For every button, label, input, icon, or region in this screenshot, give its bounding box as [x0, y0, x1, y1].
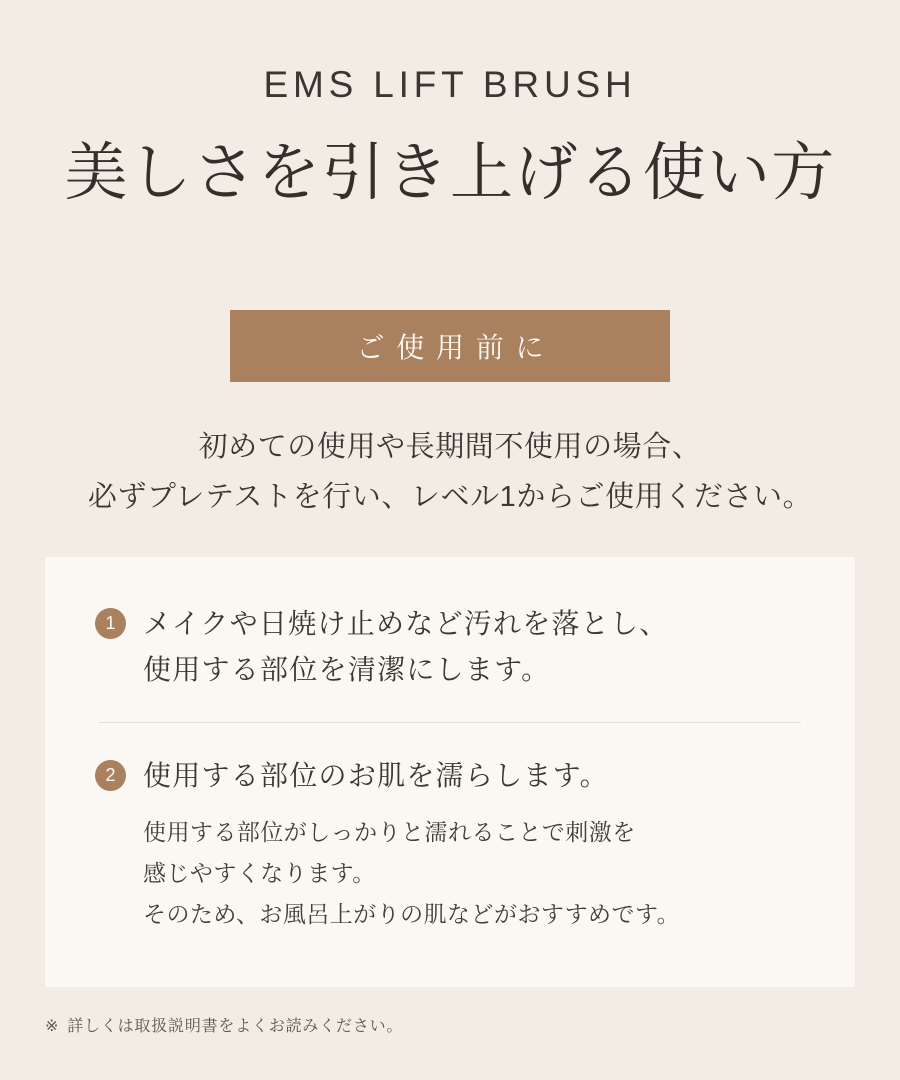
step-item [95, 601, 805, 692]
footnote-text: 詳しくは取扱説明書をよくお読みください。 [67, 1018, 404, 1036]
page-title: 美しさを引き上げる使い方 [64, 138, 836, 208]
section-band-label: ご使用前に [356, 331, 556, 363]
lead-line-1: 初めての使用や長期間不使用の場合、 [198, 430, 702, 463]
step-note-line-1: 使用する部位がしっかりと濡れることで刺激を [143, 819, 636, 846]
step-note-line-2: 感じやすくなります。 [143, 860, 376, 887]
step-title-line-1: メイクや日焼け止めなど汚れを落とし、 [143, 608, 669, 640]
step-divider [99, 722, 801, 723]
step-number-badge: 2 [95, 760, 126, 791]
steps-card [45, 557, 855, 987]
footnote [45, 1013, 855, 1036]
lead-paragraph [88, 422, 812, 524]
footnote-mark: ※ [45, 1018, 60, 1036]
step-title [143, 753, 805, 798]
step-body [143, 601, 805, 692]
product-eyebrow: EMS LIFT BRUSH [263, 64, 637, 105]
step-note [143, 812, 805, 935]
lead-line-2: 必ずプレテストを行い、レベル1からご使用ください。 [87, 481, 813, 514]
step-number-badge: 1 [95, 608, 126, 639]
section-band [230, 310, 670, 382]
step-title-line-2: 使用する部位を清潔にします。 [143, 653, 551, 685]
step-body [143, 753, 805, 935]
step-title [143, 601, 805, 692]
step-note-line-3: そのため、お風呂上がりの肌などがおすすめです。 [143, 901, 681, 928]
step-item [95, 753, 805, 935]
step-title-line-1: 使用する部位のお肌を濡らします。 [143, 759, 609, 791]
